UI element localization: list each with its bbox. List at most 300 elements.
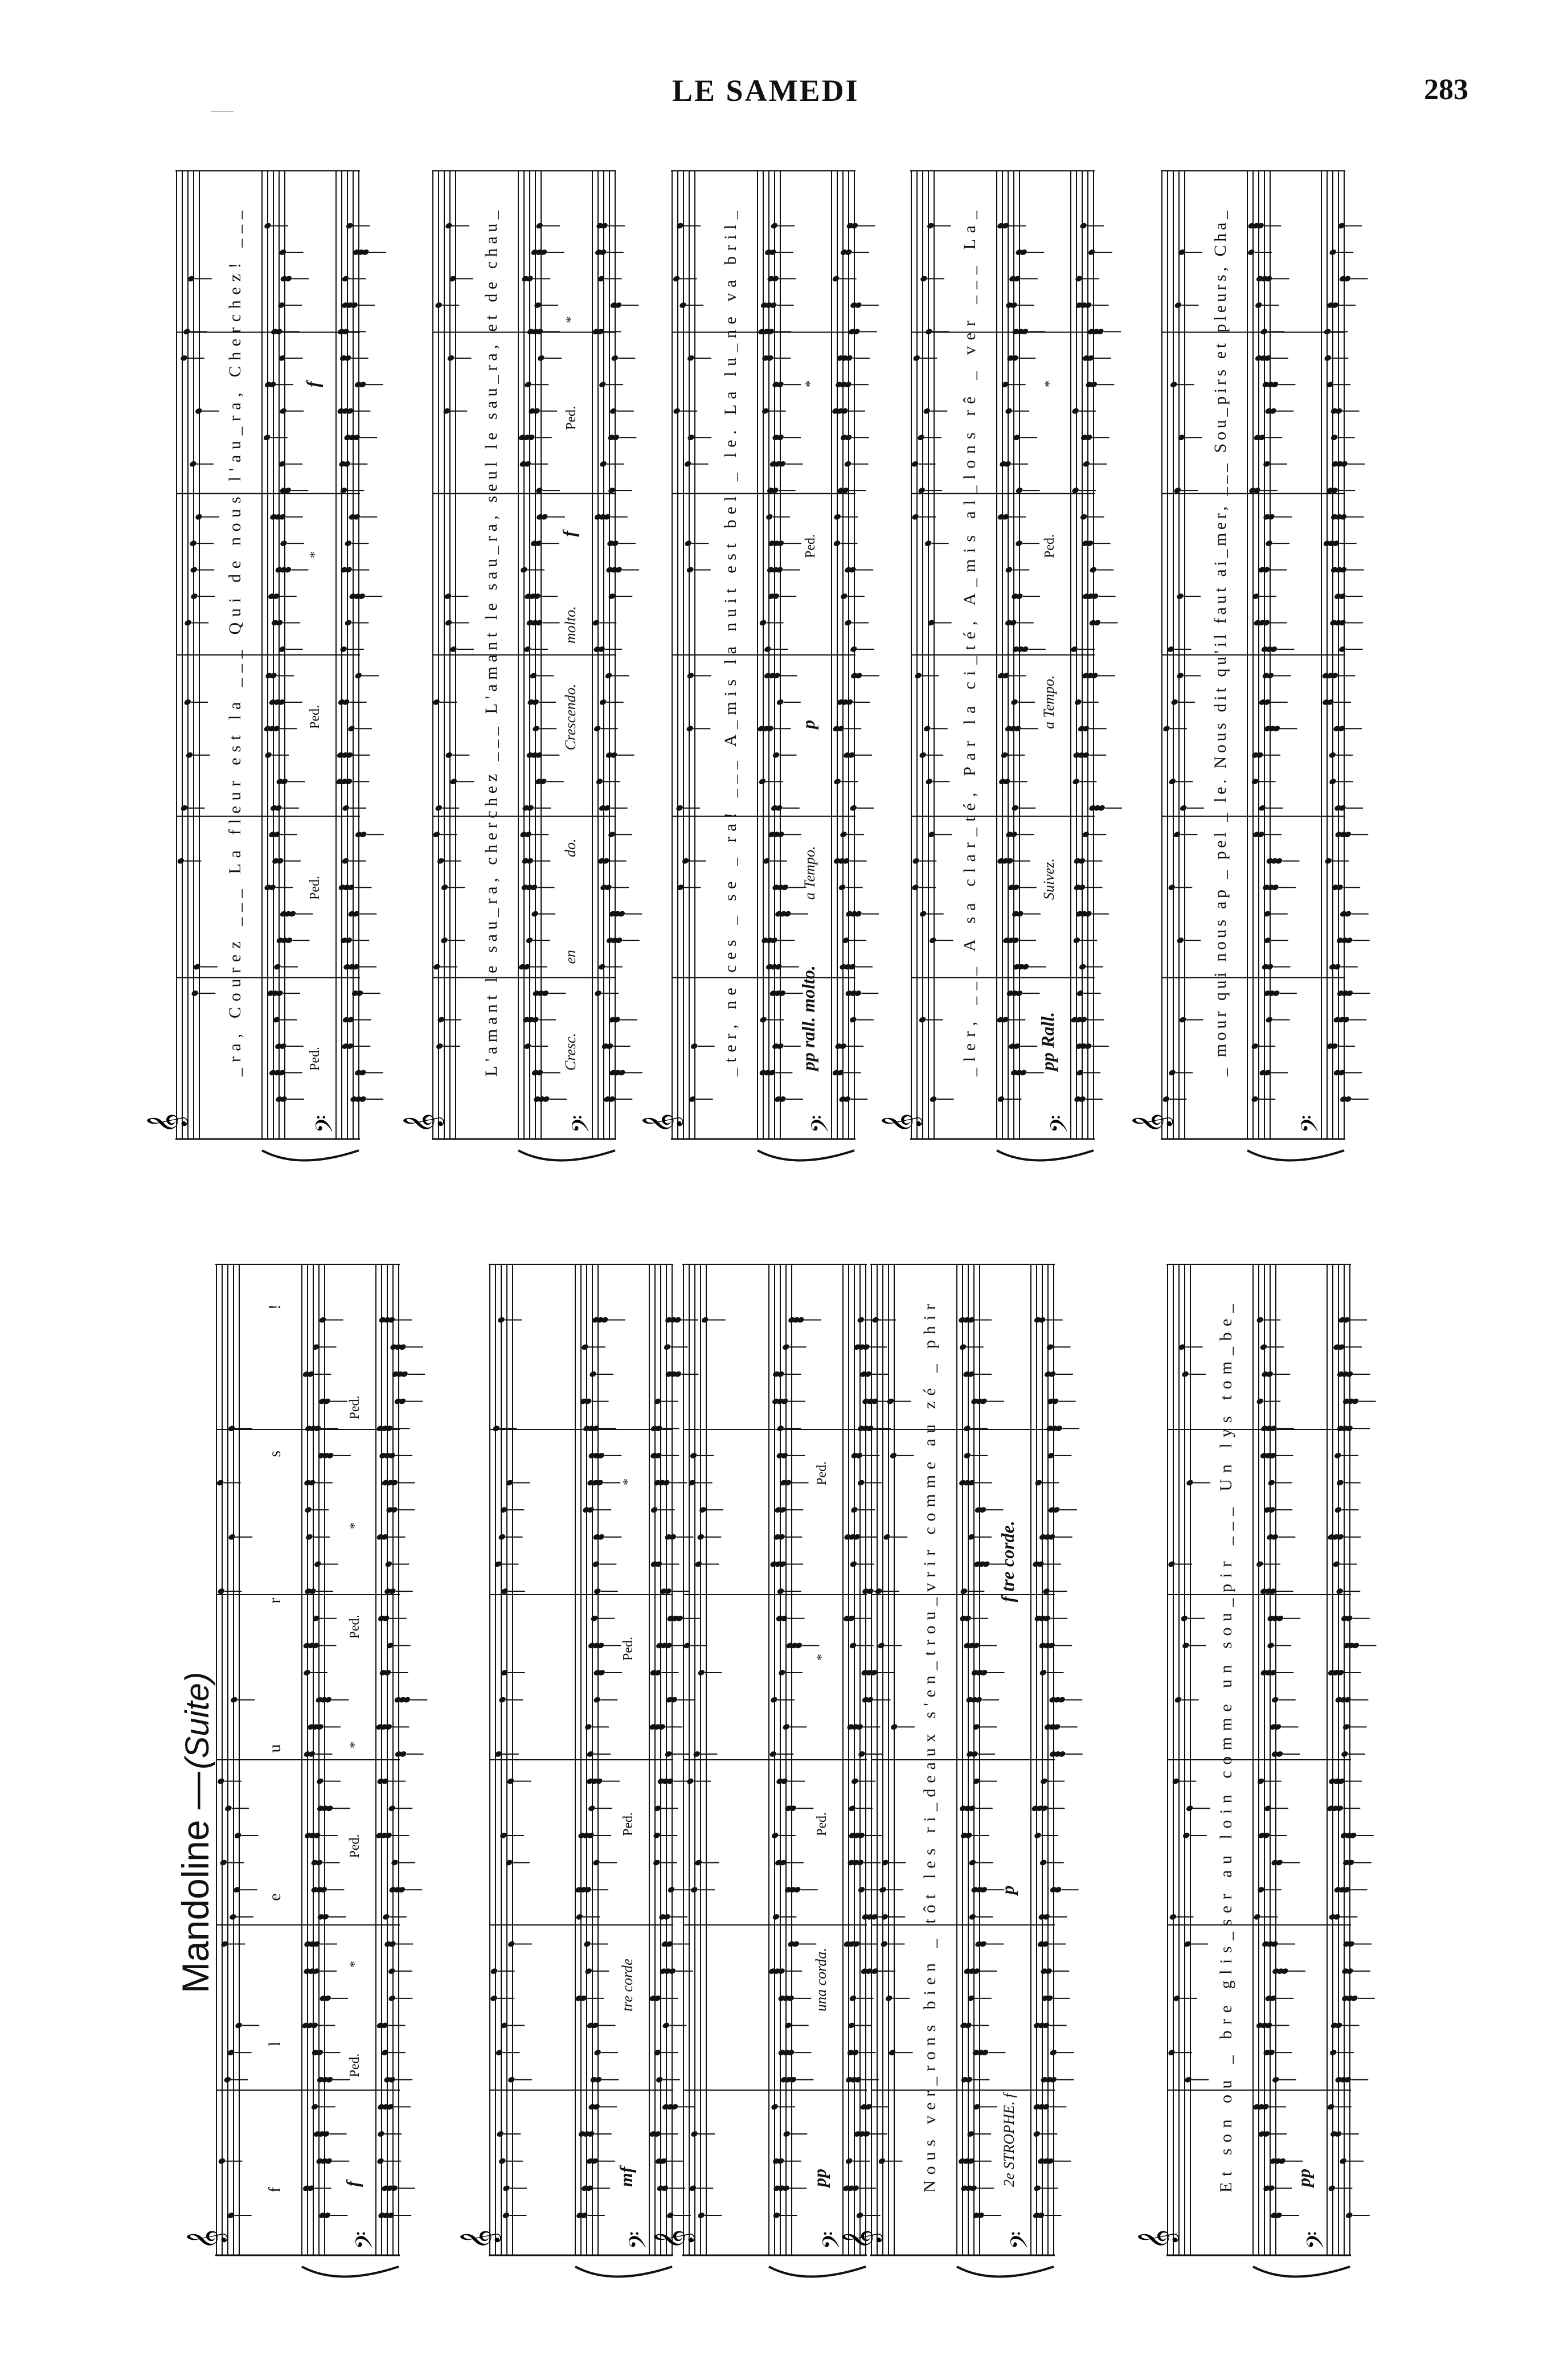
performance-mark: Ped. [308,705,322,729]
note-head [844,434,853,441]
note-head [1334,407,1343,415]
note-head [599,248,607,256]
note-head [1344,831,1352,838]
treble-clef-icon: 𝄞 [403,1113,443,1133]
note-head [772,2211,781,2219]
note-head [1344,910,1352,917]
piano-brace [575,2267,672,2277]
note-head [599,381,607,388]
note-head [888,2049,896,2056]
note-head [264,751,273,759]
note-head [866,1696,874,1703]
note-head [1339,2157,1348,2165]
performance-mark: Ped. [308,876,322,900]
note-head [777,1968,786,1975]
note-head [1042,2022,1050,2029]
note-head [440,884,449,891]
performance-mark: f tre corde. [997,1521,1018,1603]
note-head [844,619,853,626]
note-head [1266,1370,1274,1378]
lyrics-line: L'amant le sau_ra, cherchez ___ L'amant le sau_ra, seul le sau_ra, et de chau_ [482,211,501,1076]
treble-clef-icon: 𝄞 [653,2229,693,2250]
note-head [687,434,695,441]
note-head [1328,751,1337,759]
note-head [382,1615,390,1622]
note-head [524,831,533,838]
note-head [502,2211,510,2219]
note-head [593,2049,602,2056]
performance-mark: f [559,530,579,537]
note-head [527,434,535,441]
note-head [1084,434,1093,441]
note-head [376,2157,385,2165]
performance-mark: Ped. [564,406,579,430]
note-head [920,275,928,282]
note-head [1168,778,1177,785]
note-head [968,1913,977,1920]
note-head [1070,645,1079,653]
note-head [924,540,932,547]
note-head [359,831,367,838]
note-head [1271,884,1280,891]
note-head [1333,1452,1342,1459]
note-head [354,672,363,679]
note-head [342,804,350,812]
note-head [1168,884,1176,891]
note-head [1181,1370,1190,1378]
note-head [789,1805,797,1812]
performance-mark: * [564,316,579,323]
note-head [771,275,780,282]
note-head [1271,1696,1279,1703]
note-head [1082,831,1090,838]
note-head [535,1069,544,1076]
performance-mark: Ped. [803,534,818,558]
note-head [929,1095,937,1103]
performance-mark: 2e STROPHE. f [1001,2094,1017,2187]
note-head [1256,222,1265,230]
note-head [305,1533,314,1541]
note-head [683,460,692,468]
note-head [844,460,852,468]
note-head [274,804,283,812]
note-head [674,1370,682,1378]
note-head [963,1452,972,1459]
note-head [780,1777,789,1785]
note-head [1012,937,1020,944]
note-head [689,1452,698,1459]
note-head [1090,381,1098,388]
performance-mark: Cresc. [562,1033,579,1071]
note-head [273,963,282,970]
note-head [850,222,859,230]
note-head [1253,1913,1262,1920]
note-head [843,1095,851,1103]
note-head [833,778,842,785]
note-head [650,1506,658,1514]
performance-mark: Ped. [347,2053,362,2078]
note-head [581,1343,589,1351]
note-head [533,407,541,415]
note-head [919,910,927,917]
note-head [1169,1913,1177,1920]
note-head [787,1994,795,2002]
note-head [681,857,690,865]
note-head [1267,2185,1276,2192]
note-head [776,1042,784,1050]
note-head [592,1859,601,1866]
note-head [531,1016,540,1023]
note-head [604,884,613,891]
note-head [652,1859,661,1866]
note-head [339,645,348,653]
note-head [856,1859,865,1866]
note-head [694,1560,703,1568]
note-head [781,884,789,891]
note-head [1021,328,1029,335]
note-head [343,460,351,468]
note-head [792,1940,800,1948]
note-head [1333,1913,1341,1920]
note-head [1079,513,1088,521]
note-head [285,937,293,944]
note-head [770,222,779,230]
note-head [353,434,361,441]
note-head [1258,804,1267,812]
note-head [787,2049,795,2056]
note-head [1352,1642,1360,1649]
note-head [1275,857,1283,865]
note-head [526,275,534,282]
note-head [1342,1016,1350,1023]
note-head [1037,1560,1045,1568]
note-head [855,1452,863,1459]
performance-mark: * [814,1654,829,1661]
score-left-half [186,1264,1376,2277]
right-system-3 [881,171,1122,1161]
performance-mark: * [803,380,818,387]
note-head [275,619,284,626]
bass-clef-icon: 𝄢 [1006,2231,1039,2250]
note-head [837,725,845,732]
note-head [195,407,203,415]
note-head [342,328,350,335]
note-head [385,1425,394,1432]
note-head [693,1750,701,1758]
note-head [1016,592,1024,600]
note-head [597,1669,606,1676]
note-head [1271,1533,1279,1541]
note-head [850,1506,859,1514]
note-head [1082,751,1090,759]
note-head [1266,672,1275,679]
note-head [840,831,848,838]
note-head [387,1968,396,1975]
note-head [1011,804,1020,812]
note-head [308,1750,316,1758]
note-head [280,540,288,547]
note-head [1334,2130,1342,2137]
note-head [587,1832,595,1839]
note-head [1338,645,1346,653]
note-head [1058,1750,1066,1758]
note-head [435,804,443,812]
performance-mark: Crescendo. [562,683,579,751]
note-head [1178,1016,1187,1023]
note-head [841,407,849,415]
note-head [1179,804,1188,812]
note-head [183,328,191,335]
note-head [390,1479,399,1486]
note-head [583,1940,592,1948]
left-system-3 [841,1264,1083,2277]
note-head [1345,1370,1354,1378]
note-head [1055,1425,1063,1432]
performance-mark: molto. [562,606,579,644]
left-system-2 [653,1264,895,2277]
performance-mark: mf [616,2166,636,2187]
note-head [1084,910,1093,917]
note-head [227,1425,236,1432]
note-head [316,1723,324,1731]
note-head [771,1832,779,1839]
note-head [776,381,785,388]
note-head [832,275,840,282]
note-head [1271,1940,1279,1948]
note-head [359,1069,367,1076]
note-head [1262,2103,1270,2111]
note-head [890,1723,899,1731]
note-head [1010,831,1018,838]
note-head [190,566,198,573]
note-head [795,1642,803,1649]
note-head [1093,619,1102,626]
note-head [686,672,695,679]
note-head [228,1533,236,1541]
note-head [977,2211,985,2219]
note-head [526,804,535,812]
note-head [497,1316,506,1324]
note-head [381,1777,390,1785]
note-head [1170,698,1179,706]
note-head [879,1886,887,1894]
note-head [440,937,449,944]
note-head [1267,513,1276,521]
lyrics-line: _ mour qui nous ap _ pel _ le. Nous dit qu'il faut ai_mer, ___ Sou_pirs et pleurs, Cha_ [1211,211,1230,1076]
note-head [789,2076,797,2083]
note-head [1006,857,1014,865]
note-head [1040,1805,1049,1812]
note-head [313,1425,322,1432]
note-head [1079,1016,1088,1023]
note-head [777,831,785,838]
note-head [769,1750,777,1758]
note-head [530,884,538,891]
bass-clef-icon: 𝄢 [624,2231,657,2250]
note-head [778,990,787,997]
note-head [675,804,684,812]
note-head [1185,1805,1194,1812]
note-head [1037,2211,1045,2219]
note-head [653,1832,661,1839]
note-head [279,1042,288,1050]
note-head [764,645,772,653]
note-head [235,2022,243,2029]
note-head [1338,804,1347,812]
note-head [1020,248,1028,256]
note-head [495,2049,503,2056]
performance-mark: do. [562,838,579,857]
note-head [345,751,354,759]
note-head [1260,328,1268,335]
note-head [1275,1750,1284,1758]
note-head [1330,672,1339,679]
note-head [1272,2076,1280,2083]
note-head [1176,672,1185,679]
note-head [854,672,863,679]
note-head [1176,937,1185,944]
note-head [269,672,278,679]
note-head [492,1425,501,1432]
note-head [853,328,861,335]
note-head [280,1095,288,1103]
note-head [912,857,920,865]
note-head [322,2130,330,2137]
note-head [1257,1886,1266,1894]
performance-mark: * [308,551,322,558]
note-head [1078,1095,1087,1103]
note-head [1338,592,1346,600]
note-head [264,222,272,230]
note-head [928,937,937,944]
note-head [658,1723,666,1731]
note-head [321,1913,330,1920]
running-title: LE SAMEDI [672,73,859,108]
note-head [1005,407,1013,415]
performance-mark: p [798,720,818,729]
note-head [980,1886,988,1894]
note-head [599,698,607,706]
note-head [784,910,792,917]
note-head [1087,248,1096,256]
note-head [597,963,606,970]
note-head [490,1994,498,2002]
note-head [341,857,350,865]
note-head [345,937,353,944]
note-head [854,2076,862,2083]
note-head [758,778,767,785]
note-head [532,725,541,732]
bass-clef-icon: 𝄢 [818,2231,851,2250]
note-head [384,1560,393,1568]
note-head [669,1533,677,1541]
note-head [855,1723,864,1731]
left-system-0 [186,1264,427,2277]
note-head [833,540,841,547]
note-head [1045,1994,1054,2002]
note-head [342,698,350,706]
note-head [279,248,287,256]
note-head [535,619,543,626]
note-head [535,222,544,230]
note-head [845,2157,853,2165]
note-head [1351,1398,1360,1405]
page-number: 283 [1424,73,1468,106]
piano-brace [758,1150,854,1161]
note-head [191,990,199,997]
note-head [618,1069,627,1076]
note-head [686,1777,695,1785]
note-head [1345,990,1354,997]
note-head [403,1696,411,1703]
right-system-1 [403,171,642,1161]
note-head [772,751,780,759]
note-head [666,1777,674,1785]
note-head [919,751,927,759]
note-head [505,1859,513,1866]
performance-mark: Ped. [347,1615,362,1639]
note-head [849,1560,858,1568]
note-head [177,857,185,865]
performance-mark: * [1042,380,1057,387]
note-head [694,1859,703,1866]
note-head [664,1588,673,1595]
note-head [611,354,619,362]
note-head [776,698,784,706]
note-head [980,1398,988,1405]
piano-brace [997,1150,1094,1161]
performance-mark: Suivez. [1041,858,1057,900]
note-head [444,619,453,626]
note-head [1058,1696,1066,1703]
note-head [1251,1095,1259,1103]
note-head [1264,2022,1273,2029]
note-head [185,751,194,759]
note-head [1251,778,1259,785]
note-head [595,778,604,785]
note-head [1173,831,1181,838]
note-head [263,434,271,441]
note-head [667,1886,675,1894]
note-head [316,1777,324,1785]
note-head [777,1370,785,1378]
performance-mark: Ped. [814,1812,829,1836]
note-head [857,1316,865,1324]
treble-clef-icon: 𝄞 [1132,1113,1172,1133]
note-head [384,1723,393,1731]
note-head [782,1723,791,1731]
performance-mark: * [347,1742,362,1748]
note-head [315,1859,324,1866]
note-head [690,1886,699,1894]
note-head [1247,248,1256,256]
note-head [604,672,613,679]
note-head [1033,2130,1041,2137]
note-head [234,1832,242,1839]
note-head [398,1398,407,1405]
note-head [609,751,618,759]
note-head [1344,1696,1352,1703]
note-head [1021,645,1029,653]
note-head [190,592,199,600]
note-head [968,1859,977,1866]
note-head [1334,2022,1343,2029]
note-head [1176,592,1185,600]
note-head [445,222,453,230]
note-head [1033,2185,1042,2192]
note-head [776,1588,785,1595]
note-head [663,1343,672,1351]
